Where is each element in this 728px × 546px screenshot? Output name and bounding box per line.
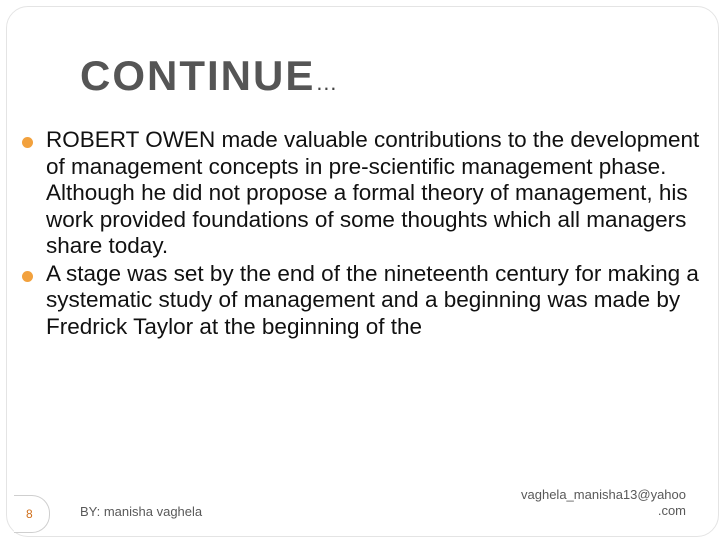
bullet-text: A stage was set by the end of the nineteenth century for making a systematic study of management and a beginning was made by Fredrick Taylor at the beginning of the bbox=[46, 260, 699, 339]
bullet-item bbox=[22, 127, 712, 260]
footer-email bbox=[484, 487, 686, 519]
bullet-item bbox=[22, 261, 712, 341]
page-number: 8 bbox=[26, 507, 33, 521]
slide-title bbox=[80, 52, 338, 100]
footer-email-line2: .com bbox=[657, 503, 686, 518]
bullet-icon bbox=[22, 137, 33, 148]
footer-email-line1: vaghela_manisha13@yahoo bbox=[521, 487, 686, 502]
bullet-text: ROBERT OWEN made valuable contributions to the development of management concepts in pre-scientific management phase. Although he did not propose a formal theory of management, his work provided foundations of some thoughts which all managers share today. bbox=[46, 127, 700, 258]
bullet-icon bbox=[22, 271, 33, 282]
slide-title-ellipsis: … bbox=[315, 70, 339, 95]
footer-author: BY: manisha vaghela bbox=[80, 504, 203, 519]
slide-title-text: CONTINUE bbox=[80, 52, 316, 99]
bullet-list bbox=[22, 127, 712, 341]
